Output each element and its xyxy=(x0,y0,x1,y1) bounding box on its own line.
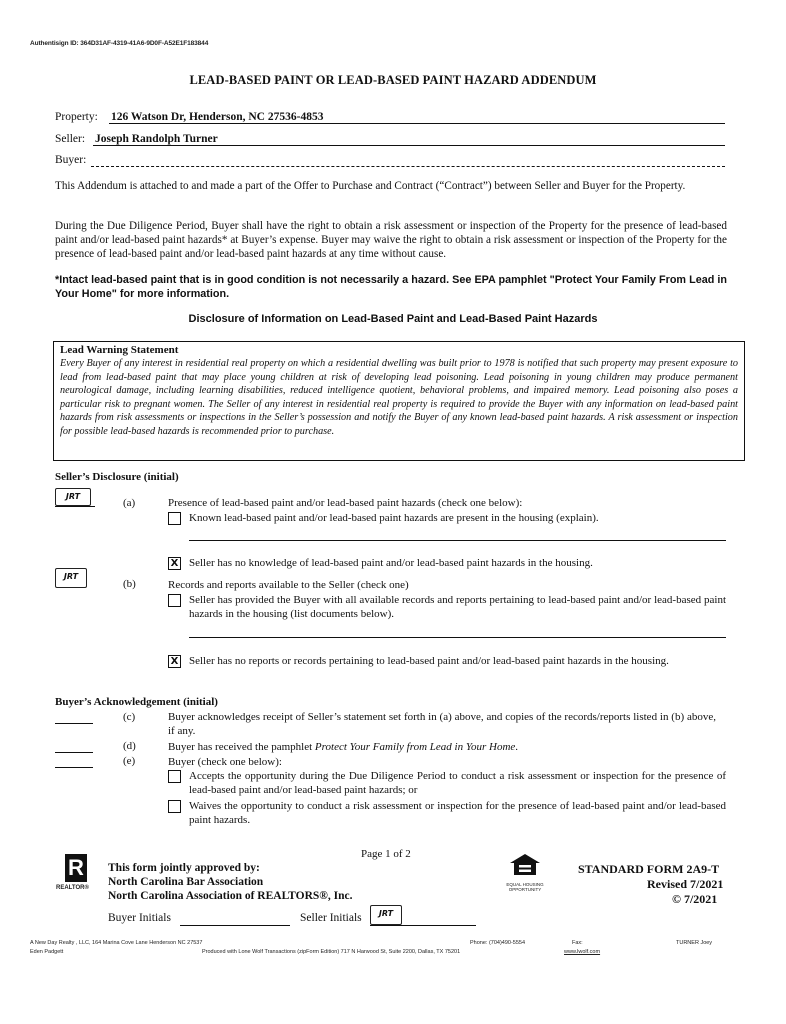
lead-warning-title: Lead Warning Statement xyxy=(60,344,179,356)
form-name: STANDARD FORM 2A9-T xyxy=(578,862,720,876)
item-c-text: Buyer acknowledges receipt of Seller’s statement set forth in (a) above, and copies of the records/reports listed in (b) above, if any. xyxy=(168,711,716,737)
seller-initials-a[interactable]: JRT xyxy=(55,488,91,506)
lead-warning-text: Every Buyer of any interest in residential real property on which a residential dwelling was built prior to 1978 is notified that such property may present exposure to lead from lead-based paint that may place young children at risk of developing lead poisoning. Lead poisoning in young children may produce permanent neurological damage, including learning disabilities, reduced intelligence quotient, behavioral problems, and impaired memory. Lead poisoning also poses a particular risk to pregnant women. The Seller of any interest in residential real property is required to provide the Buyer with any information on lead-based paint hazards from risk assessments or inspections in the Seller’s possession and notify the Buyer of any known lead-based paint hazards. A risk assessment or inspection for possible lead-based hazards is recommended prior to purchase. xyxy=(60,358,738,437)
revised-date: Revised 7/2021 xyxy=(647,877,724,891)
no-knowledge-label: Seller has no knowledge of lead-based paint and/or lead-based paint hazards in the housing. xyxy=(189,557,593,569)
buyer-initials-label: Buyer Initials xyxy=(108,912,171,924)
buyer-ack-heading: Buyer’s Acknowledgement (initial) xyxy=(55,696,218,708)
page-title: LEAD-BASED PAINT OR LEAD-BASED PAINT HAZARD ADDENDUM xyxy=(189,73,597,87)
approved-line-2: North Carolina Bar Association xyxy=(108,876,264,888)
item-letter-e: (e) xyxy=(123,755,136,767)
buyer-initial-line-d[interactable] xyxy=(55,752,93,753)
seller-initials-label: Seller Initials xyxy=(300,912,362,924)
item-d-suffix: . xyxy=(515,741,519,753)
waives-checkbox[interactable] xyxy=(168,800,181,813)
agent-name: Eden Padgett xyxy=(30,949,64,955)
buyer-initials-line[interactable] xyxy=(180,925,290,926)
realtor-r-icon: R xyxy=(65,854,87,882)
property-field xyxy=(55,109,725,125)
produced-by: Produced with Lone Wolf Transactions (zipForm Edition) 717 N Harwood St, Suite 2200, Dallas, TX 75201 xyxy=(202,949,461,955)
eho-caption: EQUAL HOUSING OPPORTUNITY xyxy=(506,882,544,892)
approved-line-1: This form jointly approved by: xyxy=(108,862,260,874)
no-knowledge-checkbox[interactable]: X xyxy=(168,557,181,570)
item-b-text: Records and reports available to the Seller (check one) xyxy=(168,579,409,591)
fax: Fax: xyxy=(572,940,583,946)
authentisign-id: Authentisign ID: 364D31AF-4319-41A6-9D0F-A52E1F183844 xyxy=(30,40,209,47)
no-records-label: Seller has no reports or records pertaining to lead-based paint and/or lead-based paint hazards in the housing. xyxy=(189,655,669,667)
item-d-text xyxy=(168,740,518,754)
item-letter-d: (d) xyxy=(123,740,136,752)
item-letter-a: (a) xyxy=(123,497,136,509)
known-hazards-checkbox[interactable] xyxy=(168,512,181,525)
seller-initials-footer[interactable]: JRT xyxy=(370,905,402,925)
website-link[interactable]: www.lwolf.com xyxy=(564,949,601,955)
accepts-label: Accepts the opportunity during the Due Diligence Period to conduct a risk assessment or inspection for the presence of lead-based paint and/or lead-based paint hazards; or xyxy=(189,770,726,796)
known-hazards-label: Known lead-based paint and/or lead-based paint hazards are present in the housing (explain). xyxy=(189,512,599,524)
waives-label: Waives the opportunity to conduct a risk assessment or inspection for the presence of lead-based paint and/or lead-based paint hazards. xyxy=(189,800,726,826)
documents-line[interactable] xyxy=(189,637,726,638)
buyer-initial-line-e[interactable] xyxy=(55,767,93,768)
client-name: TURNER Joey xyxy=(676,940,713,946)
seller-initials-line xyxy=(370,925,476,926)
provided-records-checkbox[interactable] xyxy=(168,594,181,607)
disclosure-heading: Disclosure of Information on Lead-Based Paint and Lead-Based Paint Hazards xyxy=(188,313,598,325)
buyer-label: Buyer: xyxy=(55,154,87,166)
item-d-prefix: Buyer has received the pamphlet xyxy=(168,741,315,753)
copyright: © 7/2021 xyxy=(672,892,718,906)
item-letter-c: (c) xyxy=(123,711,136,723)
seller-label: Seller: xyxy=(55,133,86,145)
hazard-note: *Intact lead-based paint that is in good condition is not necessarily a hazard. See EPA pamphlet "Protect Your Family From Lead in Your Home" for more information. xyxy=(55,274,727,300)
explain-line[interactable] xyxy=(189,540,726,541)
initial-line xyxy=(55,506,95,507)
buyer-field xyxy=(55,152,725,168)
buyer-initial-line-c[interactable] xyxy=(55,723,93,724)
item-a-text: Presence of lead-based paint and/or lead-based paint hazards (check one below): xyxy=(168,497,523,509)
intro-paragraph: This Addendum is attached to and made a part of the Offer to Purchase and Contract (“Contract”) between Seller and Buyer for the Property. xyxy=(55,180,686,192)
due-diligence-paragraph: During the Due Diligence Period, Buyer shall have the right to obtain a risk assessment or inspection of the Property for the presence of lead-based paint and/or lead-based paint hazards* at Buyer’s expense. Buyer may waive the right to obtain a risk assessment or inspection of the Property for the presence of lead-based paint and/or lead-based paint hazards at any time without cause. xyxy=(55,220,727,260)
accepts-checkbox[interactable] xyxy=(168,770,181,783)
equal-housing-icon xyxy=(508,853,542,879)
item-letter-b: (b) xyxy=(123,578,136,590)
phone: Phone: (704)490-5554 xyxy=(470,940,526,946)
brokerage-info: A New Day Realty , LLC, 164 Marina Cove Lane Henderson NC 27537 xyxy=(30,940,203,946)
property-value[interactable]: 126 Watson Dr, Henderson, NC 27536-4853 xyxy=(111,111,324,123)
no-records-checkbox[interactable]: X xyxy=(168,655,181,668)
seller-field xyxy=(55,131,725,147)
provided-records-label: Seller has provided the Buyer with all available records and reports pertaining to lead-based paint and/or lead-based paint hazards in the housing (list documents below). xyxy=(189,594,726,620)
property-label: Property: xyxy=(55,111,98,123)
realtor-caption: REALTOR® xyxy=(56,885,89,891)
pamphlet-title: Protect Your Family from Lead in Your Home xyxy=(314,741,516,753)
approved-line-3: North Carolina Association of REALTORS®, Inc. xyxy=(108,890,353,902)
page-number: Page 1 of 2 xyxy=(361,848,411,860)
item-e-text: Buyer (check one below): xyxy=(168,756,282,768)
seller-value[interactable]: Joseph Randolph Turner xyxy=(95,133,218,145)
seller-initials-b[interactable]: JRT xyxy=(55,568,87,588)
seller-disclosure-heading: Seller’s Disclosure (initial) xyxy=(55,471,179,483)
